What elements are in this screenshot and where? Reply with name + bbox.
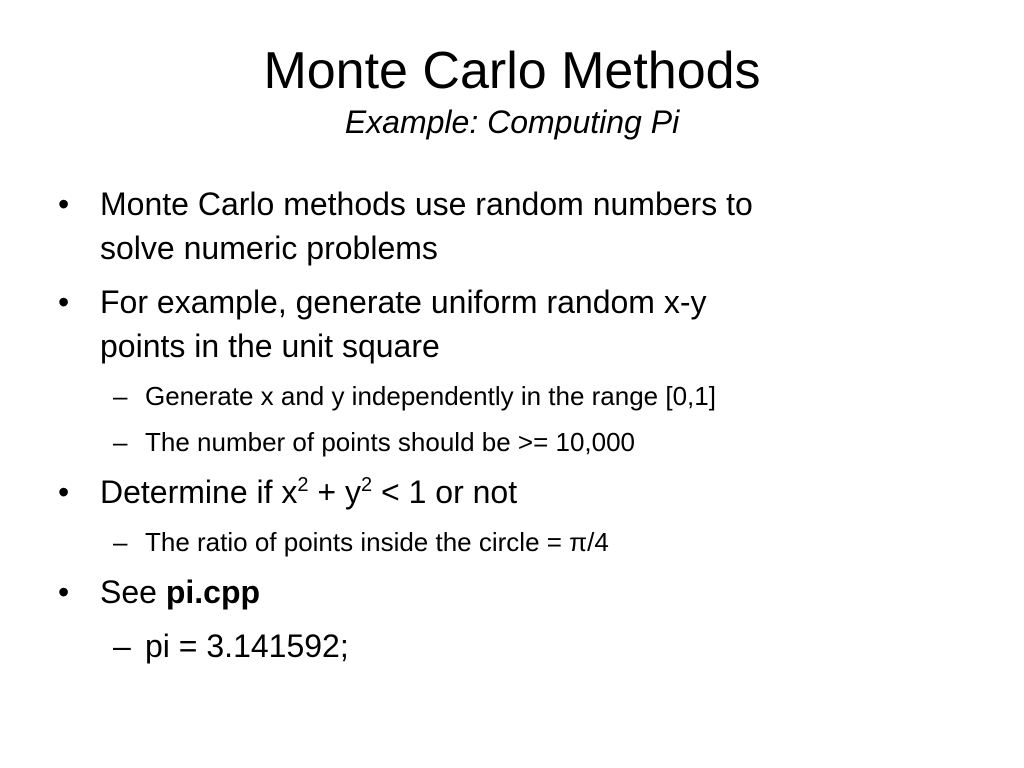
superscript-exponent: 2 [297, 474, 309, 496]
bullet-text-prefix: See [100, 574, 166, 610]
bullet-item-determine [58, 470, 958, 514]
sub-bullet-generate-xy [58, 378, 958, 414]
sub-bullet-text: Generate x and y independently in the range [0,1] [145, 381, 716, 411]
bullet-text-line: For example, generate uniform random x-y [100, 284, 707, 320]
bullet-item-see-pi-cpp [58, 570, 958, 614]
bullet-text-line: Monte Carlo methods use random numbers to [100, 186, 753, 222]
bullet-marker: • [58, 186, 70, 222]
bullet-text-line: points in the unit square [100, 328, 440, 364]
dash-marker: – [113, 628, 131, 664]
bullet-marker: • [58, 284, 70, 320]
sub-bullet-text: The number of points should be >= 10,000 [145, 427, 636, 457]
bullet-text-line: solve numeric problems [100, 230, 438, 266]
title-block [0, 40, 1024, 142]
dash-marker: – [113, 527, 128, 557]
sub-bullet-ratio [58, 524, 958, 560]
bullet-item-example [58, 280, 958, 368]
sub-bullet-number-of-points [58, 424, 958, 460]
bullet-marker: • [58, 474, 70, 510]
bullet-text-mid: + y [308, 474, 361, 510]
superscript-exponent: 2 [360, 474, 373, 496]
sub-bullet-text: The ratio of points inside the circle = π/4 [145, 527, 609, 557]
bullet-text-suffix: < 1 or not [372, 474, 518, 510]
bullet-text-prefix: Determine if x [100, 474, 298, 510]
dash-marker: – [113, 381, 128, 411]
slide-title: Monte Carlo Methods [263, 42, 761, 100]
bullet-item-monte-carlo [58, 182, 958, 270]
sub-bullet-text: pi = 3.141592; [145, 628, 349, 664]
bullet-marker: • [58, 574, 70, 610]
bullet-list [58, 182, 958, 678]
filename-bold: pi.cpp [165, 574, 261, 610]
slide-subtitle: Example: Computing Pi [344, 104, 680, 140]
dash-marker: – [113, 427, 128, 457]
sub-bullet-pi-value [58, 624, 958, 668]
